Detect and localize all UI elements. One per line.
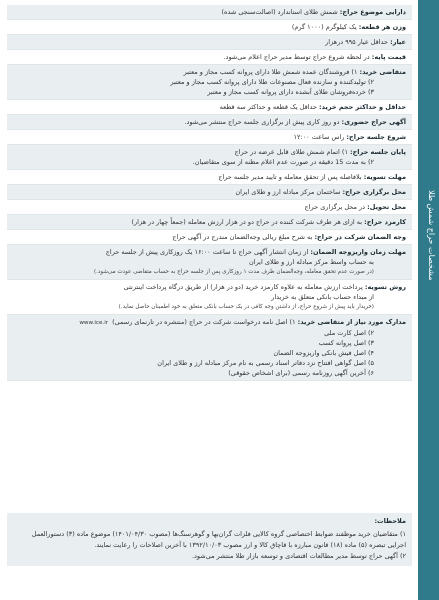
row-value: حداقل یک قطعه و حداکثر سه قطعه (219, 103, 317, 111)
row-label: وجه الضمان شرکت در حراج: (314, 233, 406, 241)
spec-row (7, 145, 412, 170)
row-label: محل تحویل: (367, 203, 406, 211)
notes-heading: ملاحظات: (374, 517, 406, 525)
spec-row (7, 245, 412, 280)
notes-box (7, 513, 412, 566)
row-footnote: (در صورت عدم تحقق معامله، وجه‌الضمان ظرف مدت ۱ روزکاری پس از جلسه حراج به حساب متقاضی عودت می‌شود.) (93, 269, 374, 275)
row-sub-item: ۲) اصل کارت ملی (324, 329, 374, 337)
spec-row (7, 215, 412, 230)
row-value: ۱) فروشندگان عمده شمش طلا دارای پروانه کسب مجاز و معتبر (183, 68, 358, 76)
spec-row (7, 315, 412, 381)
row-label: عیار: (390, 38, 406, 46)
spec-table (7, 5, 412, 381)
row-sub-item: ۳) خرده‌فروشان طلای آبشده دارای پروانه کسب مجاز و معتبر (207, 88, 374, 96)
row-label: مدارک مورد نیاز از متقاضی خرید: (297, 318, 406, 326)
note-item: ۲) آگهی حراج توسط مدیر مطالعات اقتصادی و توسعه بازار طلا منتشر می‌شود. (191, 552, 406, 560)
row-label: وزن هر قطعه: (358, 23, 406, 31)
spec-row (7, 115, 412, 130)
row-value: در لحظه شروع حراج توسط مدیر حراج اعلام می‌شود. (223, 53, 370, 61)
row-value: ۱) اصل نامه درخواست شرکت در حراج (منتشره در تارنمای رسمی) (112, 318, 296, 326)
row-value: پرداخت ارزش معامله به علاوه کارمزد خرید (دو در هزار) از طریق درگاه پرداخت اینترنتی (123, 283, 363, 291)
spec-row (7, 130, 412, 145)
row-label: روش تسویه: (364, 283, 406, 291)
spec-row (7, 100, 412, 115)
spec-row (7, 280, 412, 315)
row-value: ساختمان مرکز مبادله ارز و طلای ایران (235, 188, 341, 196)
spec-row (7, 5, 412, 20)
row-sub-item: ۲) تولیدکننده و سازنده فعال مصنوعات طلا دارای پروانه کسب مجاز و معتبر (170, 78, 374, 86)
row-label: شروع جلسه حراج: (346, 133, 406, 141)
row-value: راس ساعت ۱۲:۰۰ (293, 133, 345, 141)
row-value: ۱) اتمام شمش طلای قابل عرضه در حراج (234, 148, 348, 156)
row-value: یک کیلوگرم (۱۰۰۰ گرم) (291, 23, 357, 31)
row-value: به شرح مبلغ ریالی وجه‌الضمان مندرج در آگهی حراج (172, 233, 313, 241)
row-label: حداقل و حداکثر حجم خرید: (319, 103, 406, 111)
spec-row (7, 50, 412, 65)
row-value: بلافاصله پس از تحقق معامله و تایید مدیر جلسه حراج (218, 173, 362, 181)
row-sub-item: از مبداء حساب بانکی متعلق به خریدار (271, 293, 374, 301)
row-value: شمش طلای استاندارد (اصالت‌سنجی شده) (221, 8, 338, 16)
spec-row (7, 20, 412, 35)
row-sub-item: ۴) اصل فیش بانکی واریزوجه الضمان (273, 349, 374, 357)
row-label: کارمزد حراج: (364, 218, 406, 226)
row-value: در محل برگزاری حراج (304, 203, 366, 211)
spec-row (7, 230, 412, 245)
row-label: پایان جلسه حراج: (350, 148, 406, 156)
spec-row (7, 65, 412, 100)
row-value: حداقل عیار ۹۹۵ درهزار (325, 38, 389, 46)
row-label: متقاضی خرید: (359, 68, 406, 76)
sidebar-bar (418, 0, 439, 600)
row-value: از زمان انتشار آگهی حراج تا ساعت ۱۶:۰۰ یک روزکاری پیش از جلسه حراج (105, 248, 309, 256)
row-footnote: (خریدار باید پیش از شروع حراج، از داشتن وجه کافی در یک حساب بانکی متعلق به خود اطمینان حاصل نماید.) (118, 304, 374, 310)
spec-row (7, 35, 412, 50)
website-link[interactable]: www.ice.ir (79, 320, 109, 326)
row-label: قیمت پایه: (371, 53, 406, 61)
row-label: آگهی حراج حضوری: (341, 118, 406, 126)
spec-row (7, 185, 412, 200)
sidebar-title: مشخصات حراج شمش طلا (427, 190, 436, 281)
row-sub-item: ۵) اصل گواهی افتتاح نزد دفاتر اسناد رسمی به نام مرکز مبادله ارز و طلای ایران (157, 359, 374, 367)
row-label: محل برگزاری حراج: (342, 188, 406, 196)
row-value: به ازای هر طرف شرکت کننده در حراج دو در هزار ارزش معامله (جمعاً چهار در هزار) (131, 218, 363, 226)
row-sub-item: ۳) اصل پروانه کسب (318, 339, 374, 347)
row-label: مهلت تسویه: (363, 173, 406, 181)
row-sub-item: ۲) به مدت 15 دقیقه در صورت عدم اعلام مظنه از سوی متقاضیان. (192, 158, 374, 166)
row-value: دو روز کاری پیش از برگزاری جلسه حراج منتشر می‌شود. (184, 118, 340, 126)
spec-row (7, 200, 412, 215)
spec-row (7, 170, 412, 185)
row-sub-item: ۶) آخرین آگهی روزنامه رسمی (برای اشخاص حقوقی) (228, 369, 374, 377)
note-item: ۱) متقاضیان خرید موظفند ضوابط اختصاصی گروه کالایی فلزات گران‌بها و گوهرسنگ‌ها (مصوب ۱۴۰۱/۰۴/۳۰) موضوع ماده (۳) دستورالعمل اجرایی تبصره (۵) ماده (۱۸) قانون مبارزه با قاچاق کالا و ارز مصوب ۱۳۹۲/۱۰/۰۳ با آخرین اصلاحات را رعایت نمایند. (31, 530, 406, 549)
row-label: دارایی موضوع حراج: (339, 8, 406, 16)
row-label: مهلت زمان واریزوجه الضمان: (310, 248, 406, 256)
row-sub-item: به حساب واسط مرکز مبادله ارز و طلای ایران (249, 258, 374, 266)
